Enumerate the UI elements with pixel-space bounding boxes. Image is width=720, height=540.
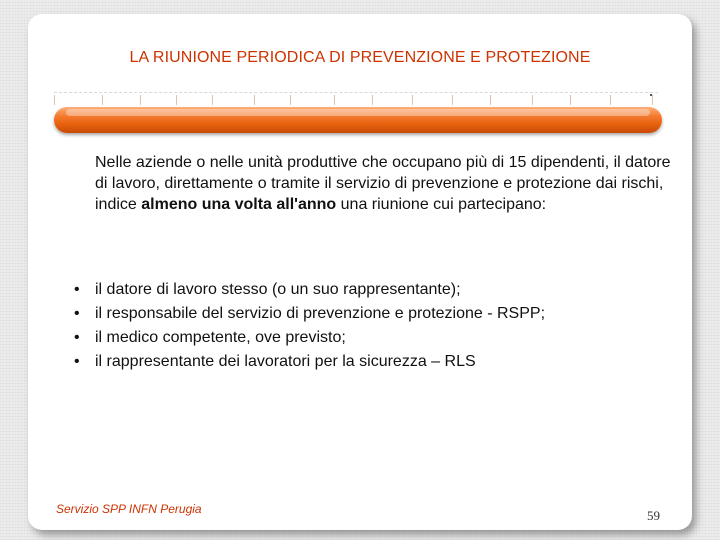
bullet-icon: • [74, 329, 80, 346]
slide [28, 14, 692, 530]
slide-title: LA RIUNIONE PERIODICA DI PREVENZIONE E PROTEZIONE [129, 49, 591, 66]
intro-text-bold: almeno una volta all'anno [141, 196, 337, 213]
list-item-text: il responsabile del servizio di prevenzione e protezione - RSPP; [95, 305, 546, 322]
bullet-icon: • [74, 281, 80, 298]
participants-list [74, 278, 694, 374]
decorative-ruler [54, 92, 658, 105]
list-item [74, 326, 694, 350]
list-item-text: il rappresentante dei lavoratori per la sicurezza – RLS [95, 353, 476, 370]
list-item [74, 302, 694, 326]
bullet-icon: • [74, 305, 80, 322]
list-item-text: il medico competente, ove previsto; [95, 329, 346, 346]
intro-text-start: Nelle aziende o nelle unità produttive che occupano più di 15 dipendenti, il datore di lavoro, direttamente o tramite il servizio di prevenzione e protezione dai rischi, indice [95, 154, 671, 213]
footer-text: Servizio SPP INFN Perugia [56, 502, 202, 516]
list-item-text: il datore di lavoro stesso (o un suo rappresentante); [95, 281, 461, 298]
title-underline-bar [54, 107, 662, 133]
page-number: 59 [647, 508, 660, 523]
intro-paragraph [95, 152, 675, 215]
intro-text-end: una riunione cui partecipano: [336, 196, 547, 213]
ruler-dot [650, 94, 652, 96]
list-item [74, 278, 694, 302]
list-item [74, 350, 694, 374]
bullet-icon: • [74, 353, 80, 370]
